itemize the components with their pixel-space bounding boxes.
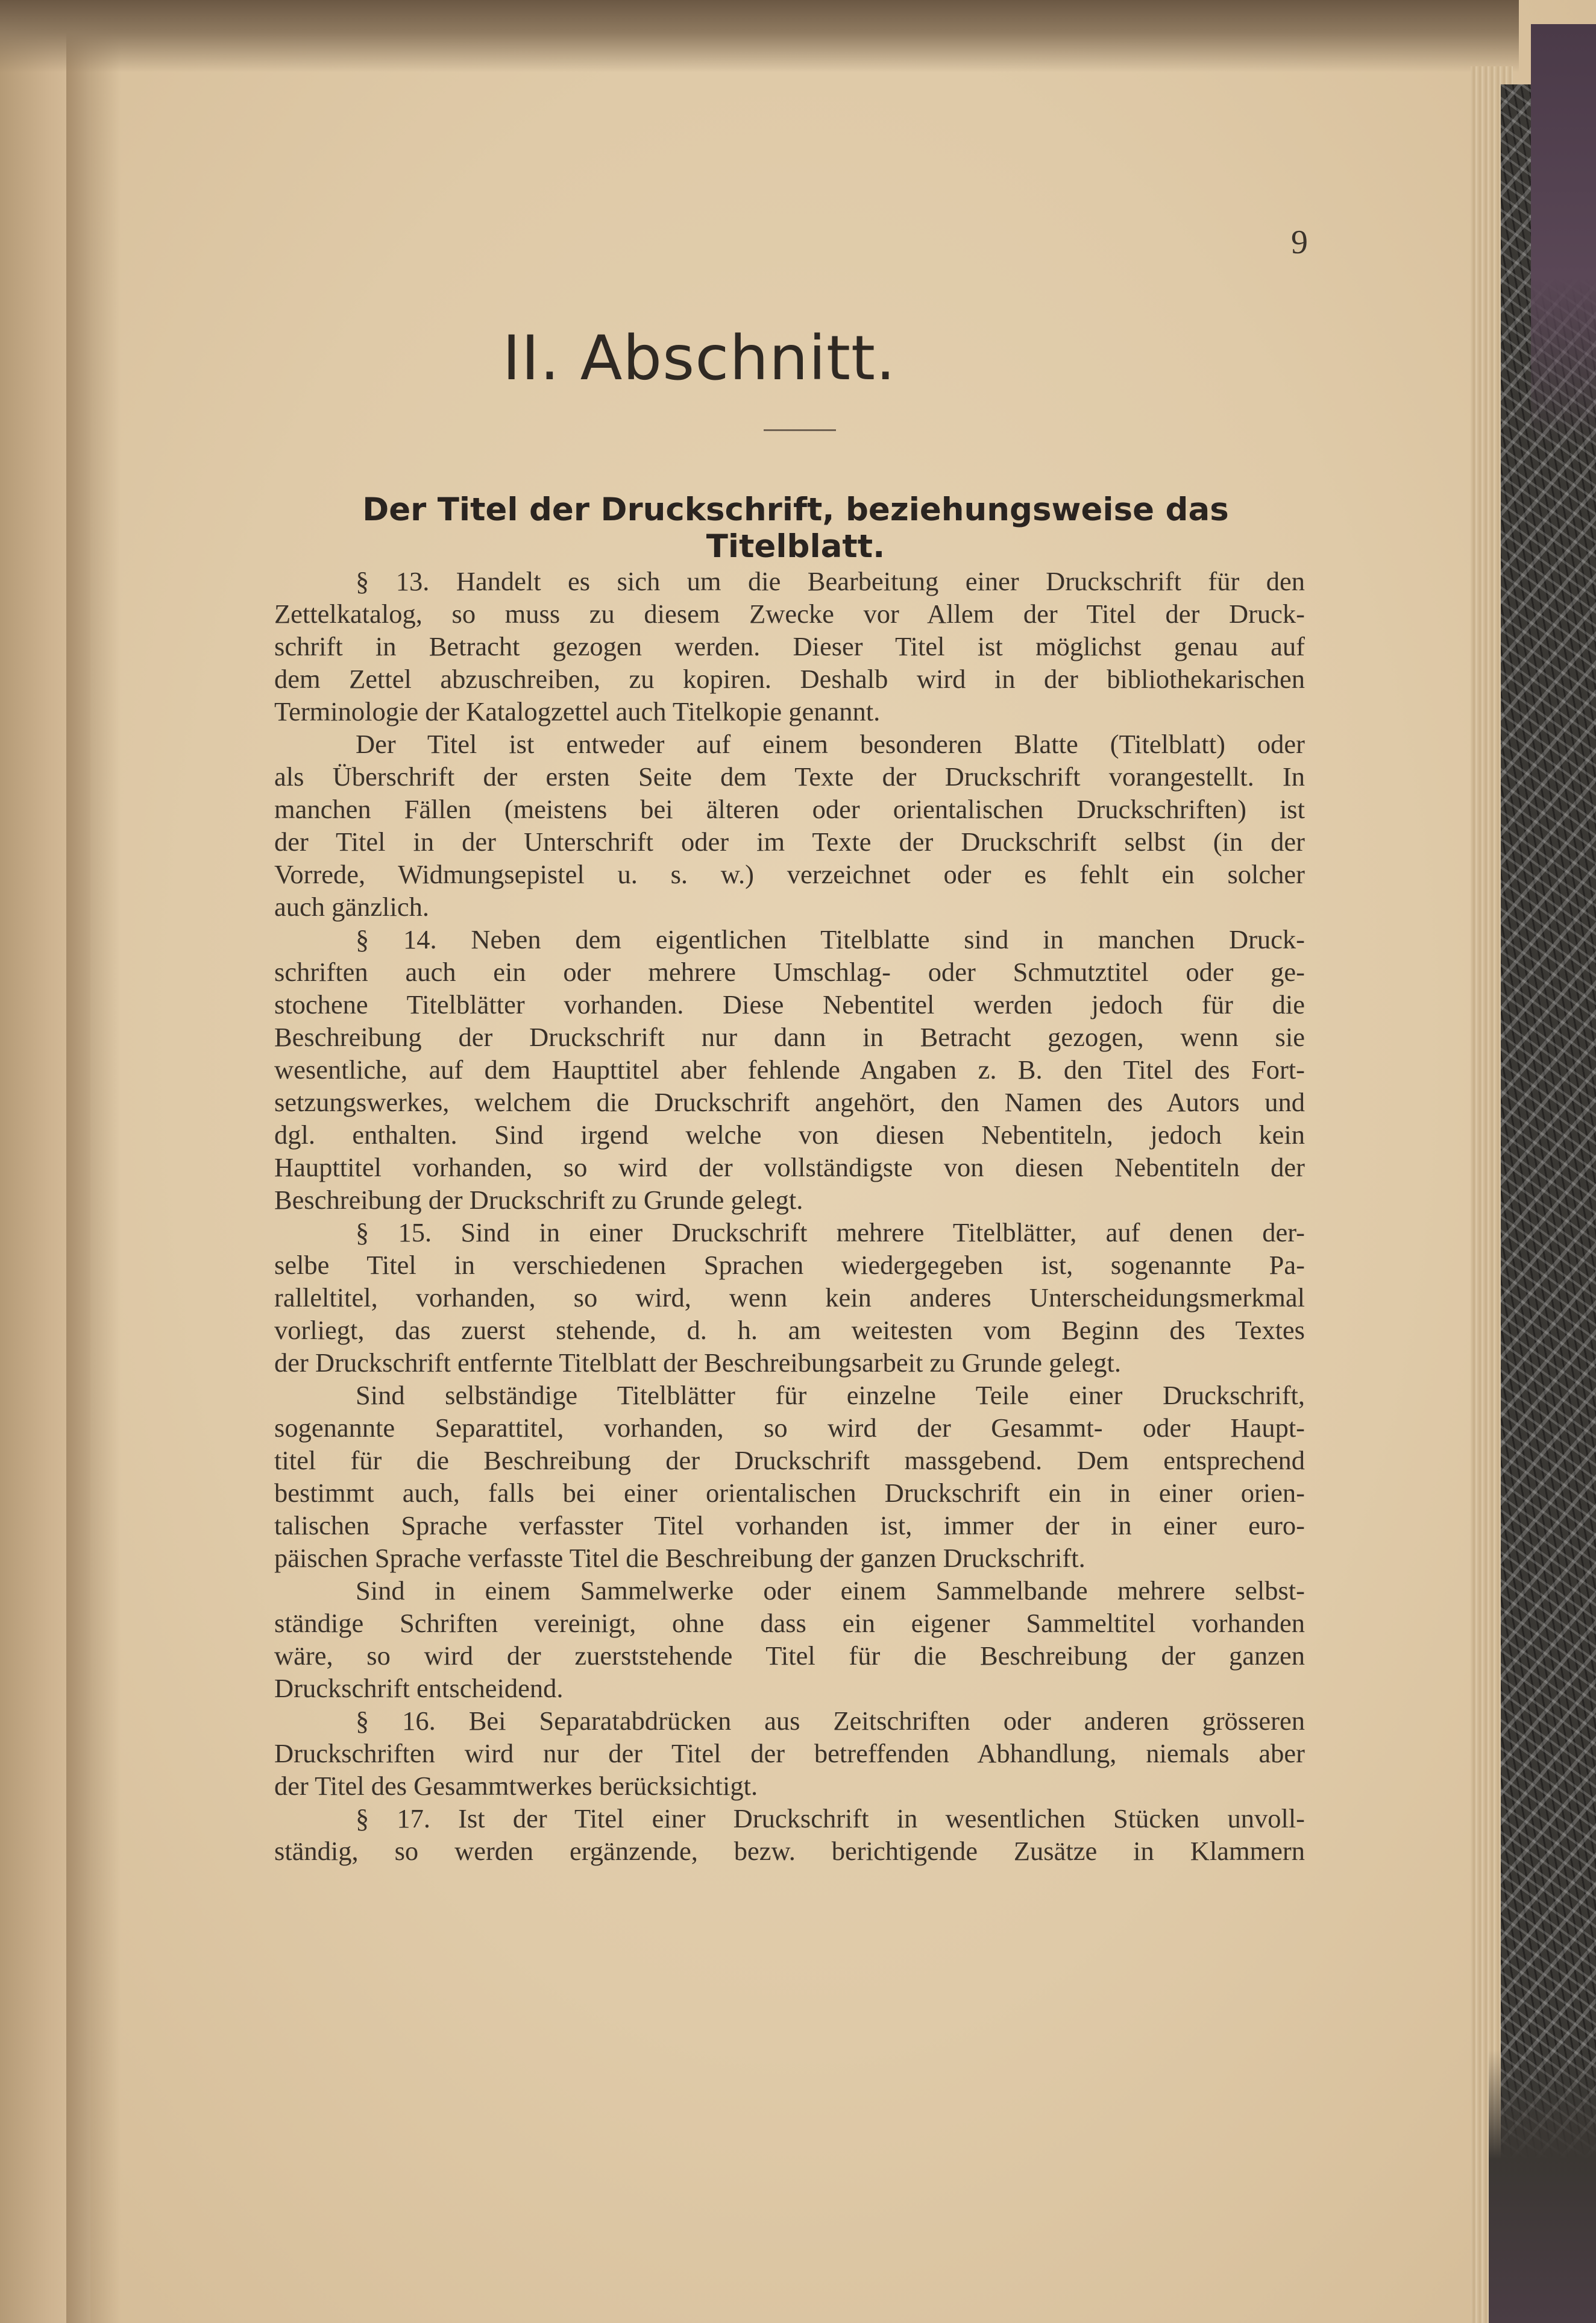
text-line: stochene Titelblätter vorhanden. Diese Nebentitel werden jedoch für die: [274, 989, 1305, 1020]
text-line: Sind in einem Sammelwerke oder einem Sammelbande mehrere selbst-: [356, 1575, 1305, 1606]
text-line: § 17. Ist der Titel einer Druckschrift in wesentlichen Stücken unvoll-: [356, 1803, 1305, 1833]
text-line: dgl. enthalten. Sind irgend welche von diesen Nebentiteln, jedoch kein: [274, 1120, 1305, 1150]
text-line: § 13. Handelt es sich um die Bearbeitung einer Druckschrift für den: [356, 566, 1305, 596]
text-line: Der Titel ist entweder auf einem besonderen Blatte (Titelblatt) oder: [356, 729, 1305, 759]
text-line: bestimmt auch, falls bei einer orientalischen Druckschrift ein in einer orien-: [274, 1478, 1305, 1508]
top-page-edge: [0, 0, 1519, 72]
text-line: Druckschrift entscheidend.: [274, 1673, 564, 1703]
body-text: [274, 565, 1305, 1867]
text-line: Beschreibung der Druckschrift nur dann in Betracht gezogen, wenn sie: [274, 1022, 1305, 1052]
text-line: manchen Fällen (meistens bei älteren oder orientalischen Druckschriften) ist: [274, 794, 1305, 824]
text-line: Haupttitel vorhanden, so wird der vollständigste von diesen Nebentiteln der: [274, 1152, 1305, 1182]
text-line: Druckschriften wird nur der Titel der betreffenden Abhandlung, niemals aber: [274, 1738, 1305, 1768]
text-line: Zettelkatalog, so muss zu diesem Zwecke vor Allem der Titel der Druck-: [274, 599, 1305, 629]
text-line: ständige Schriften vereinigt, ohne dass ein eigener Sammeltitel vorhanden: [274, 1608, 1305, 1638]
text-line: sogenannte Separattitel, vorhanden, so wird der Gesammt- oder Haupt-: [274, 1413, 1305, 1443]
text-line: wäre, so wird der zuerststehende Titel für die Beschreibung der ganzen: [274, 1641, 1305, 1671]
text-line: wesentliche, auf dem Haupttitel aber fehlende Angaben z. B. den Titel des Fort-: [274, 1054, 1305, 1085]
text-line: § 14. Neben dem eigentlichen Titelblatte sind in manchen Druck-: [356, 924, 1305, 954]
chapter-title: II. Abschnitt.: [502, 323, 896, 394]
text-line: selbe Titel in verschiedenen Sprachen wiedergegeben ist, sogenannte Pa-: [274, 1250, 1305, 1280]
page-number: 9: [1291, 224, 1308, 261]
cover-board-bottom: [1489, 2050, 1596, 2323]
text-line: der Druckschrift entfernte Titelblatt der Beschreibungsarbeit zu Grunde gelegt.: [274, 1347, 1122, 1378]
text-line: § 16. Bei Separatabdrücken aus Zeitschriften oder anderen grösseren: [356, 1706, 1305, 1736]
text-line: ständig, so werden ergänzende, bezw. berichtigende Zusätze in Klammern: [274, 1836, 1305, 1866]
text-line: titel für die Beschreibung der Druckschrift massgebend. Dem entsprechend: [274, 1445, 1305, 1475]
text-line: Vorrede, Widmungsepistel u. s. w.) verzeichnet oder es fehlt ein solcher: [274, 859, 1305, 889]
title-divider: [764, 429, 836, 431]
text-line: § 15. Sind in einer Druckschrift mehrere Titelblätter, auf denen der-: [356, 1217, 1305, 1247]
section-heading: Der Titel der Druckschrift, beziehungsweise das Titelblatt.: [362, 491, 1229, 565]
text-line: der Titel des Gesammtwerkes berücksichtigt.: [274, 1771, 758, 1801]
text-line: Beschreibung der Druckschrift zu Grunde gelegt.: [274, 1185, 803, 1215]
text-line: setzungswerkes, welchem die Druckschrift angehört, den Namen des Autors und: [274, 1087, 1305, 1117]
text-line: der Titel in der Unterschrift oder im Texte der Druckschrift selbst (in der: [274, 827, 1305, 857]
text-line: als Überschrift der ersten Seite dem Texte der Druckschrift vorangestellt. In: [274, 761, 1305, 792]
text-line: Sind selbständige Titelblätter für einzelne Teile einer Druckschrift,: [356, 1380, 1305, 1410]
text-line: schriften auch ein oder mehrere Umschlag- oder Schmutztitel oder ge-: [274, 957, 1305, 987]
text-line: Terminologie der Katalogzettel auch Titelkopie genannt.: [274, 696, 881, 727]
leather-spine-corner: [1531, 24, 1596, 446]
text-line: ralleltitel, vorhanden, so wird, wenn kein anderes Unterscheidungsmerkmal: [274, 1282, 1305, 1313]
text-line: auch gänzlich.: [274, 892, 429, 922]
text-line: schrift in Betracht gezogen werden. Dieser Titel ist möglichst genau auf: [274, 631, 1305, 661]
text-line: päischen Sprache verfasste Titel die Beschreibung der ganzen Druckschrift.: [274, 1543, 1085, 1573]
text-line: dem Zettel abzuschreiben, zu kopiren. Deshalb wird in der bibliothekarischen: [274, 664, 1305, 694]
text-line: vorliegt, das zuerst stehende, d. h. am weitesten vom Beginn des Textes: [274, 1315, 1305, 1345]
gutter-shadow: [66, 0, 121, 2323]
text-line: talischen Sprache verfasster Titel vorhanden ist, immer der in einer euro-: [274, 1510, 1305, 1540]
